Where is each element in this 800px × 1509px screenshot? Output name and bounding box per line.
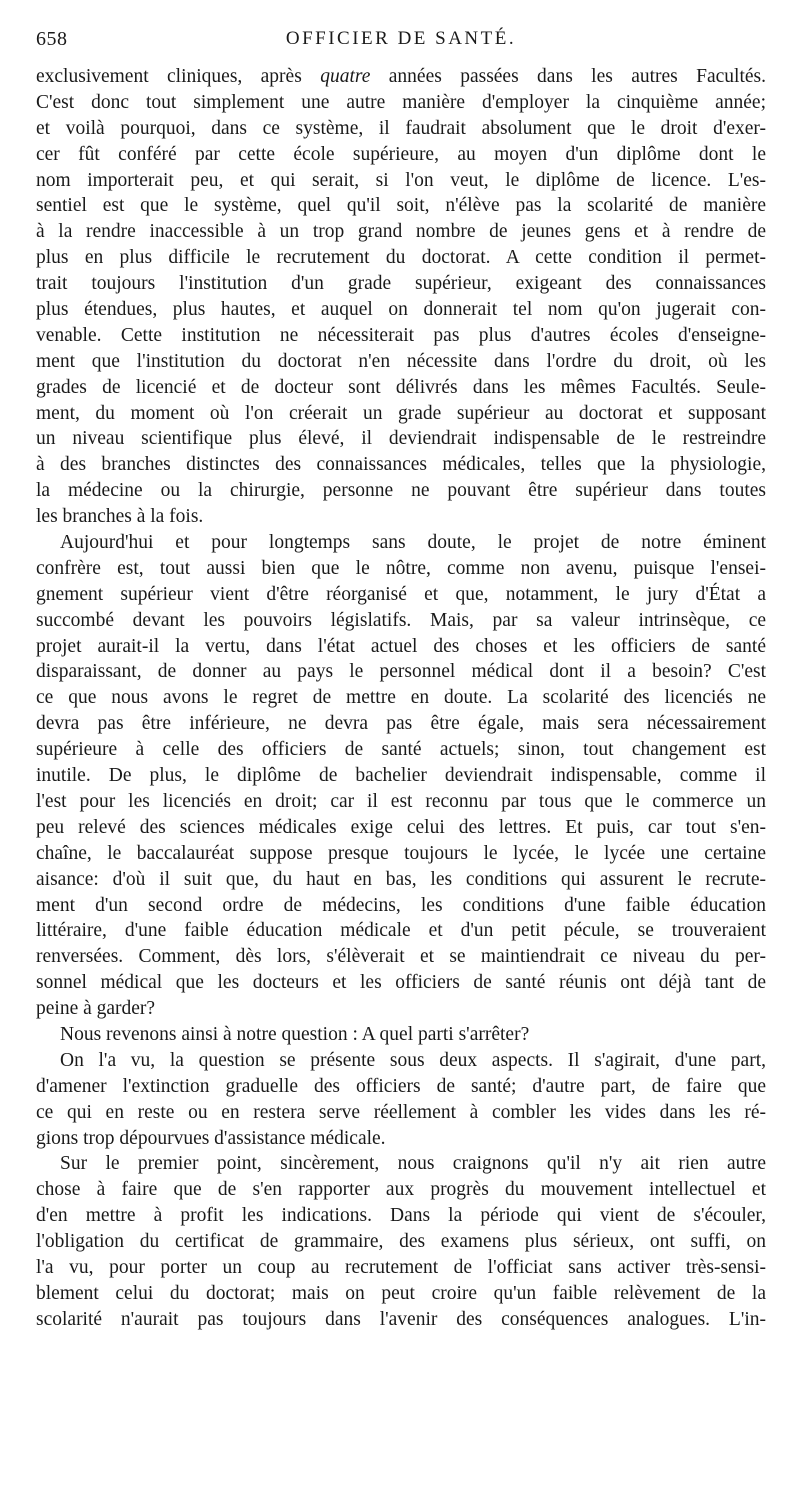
text-line: ce que nous avons le regret de mettre en doute. La scolarité des licenciés ne <box>36 687 766 709</box>
book-page <box>36 28 766 1333</box>
text-line: d'en mettre à profit les indications. Dans la période qui vient de s'écouler, <box>36 1205 766 1227</box>
paragraph <box>36 64 766 530</box>
text-line: gions trop dépourvues d'assistance médicale. <box>36 1127 386 1149</box>
text-line: ce qui en reste ou en restera serve réellement à combler les vides dans les ré- <box>36 1101 766 1123</box>
text-line: gnement supérieur vient d'être réorganisé et que, notamment, le jury d'État a <box>36 583 766 605</box>
text-fragment: exclusivement cliniques, après quatre années passées dans les autres Facultés. <box>36 66 766 87</box>
text-line: projet aurait-il la vertu, dans l'état actuel des choses et les officiers de santé <box>36 635 766 657</box>
text-line: Nous revenons ainsi à notre question : A quel parti s'arrêter? <box>60 1023 530 1045</box>
text-line: renversées. Comment, dès lors, s'élèverait et se maintiendrait ce niveau du per- <box>36 946 766 968</box>
text-line: l'obligation du certificat de grammaire, des examens plus sérieux, ont suffi, on <box>36 1231 766 1253</box>
paragraph <box>36 1048 766 1152</box>
text-line: chose à faire que de s'en rapporter aux progrès du mouvement intellectuel et <box>36 1179 766 1201</box>
text-line: Sur le premier point, sincèrement, nous craignons qu'il n'y ait rien autre <box>60 1153 766 1175</box>
text-line: succombé devant les pouvoirs législatifs. Mais, par sa valeur intrinsèque, ce <box>36 609 766 631</box>
text-line: d'amener l'extinction graduelle des officiers de santé; d'autre part, de faire que <box>36 1075 766 1097</box>
text-line: peu relevé des sciences médicales exige celui des lettres. Et puis, car tout s'en- <box>36 816 766 838</box>
text-line: blement celui du doctorat; mais on peut croire qu'un faible relèvement de la <box>36 1282 766 1304</box>
text-line: C'est donc tout simplement une autre manière d'employer la cinquième année; <box>36 91 766 113</box>
text-line: confrère est, tout aussi bien que le nôtre, comme non avenu, puisque l'ensei- <box>36 557 766 579</box>
text-line: ment d'un second ordre de médecins, les conditions d'une faible éducation <box>36 894 766 916</box>
text-line: disparaissant, de donner au pays le personnel médical dont il a besoin? C'est <box>36 661 766 683</box>
text-line: ment, du moment où l'on créerait un grade supérieur au doctorat et supposant <box>36 402 766 424</box>
text-line: trait toujours l'institution d'un grade supérieur, exigeant des connaissances <box>36 273 766 295</box>
body-text <box>36 64 766 1333</box>
text-line: inutile. De plus, le diplôme de bachelier deviendrait indispensable, comme il <box>36 765 766 787</box>
text-line: les branches à la fois. <box>36 506 204 528</box>
paragraph <box>36 1022 766 1048</box>
text-line: peine à garder? <box>36 998 156 1020</box>
text-line <box>36 64 766 90</box>
running-head <box>36 28 766 58</box>
text-line: cer fût conféré par cette école supérieure, au moyen d'un diplôme dont le <box>36 143 766 165</box>
text-line: à des branches distinctes des connaissances médicales, telles que la physiologie, <box>36 454 766 476</box>
text-line: et voilà pourquoi, dans ce système, il faudrait absolument que le droit d'exer- <box>36 117 766 139</box>
emphasis: quatre <box>320 66 371 87</box>
text-line: sentiel est que le système, quel qu'il soit, n'élève pas la scolarité de manière <box>36 195 766 217</box>
paragraph <box>36 530 766 1022</box>
text-line: Aujourd'hui et pour longtemps sans doute, le projet de notre éminent <box>60 532 766 554</box>
text-line: nom importerait peu, et qui serait, si l'on veut, le diplôme de licence. L'es- <box>36 169 766 191</box>
running-title: OFFICIER DE SANTÉ. <box>285 28 517 49</box>
text-line: plus étendues, plus hautes, et auquel on donnerait tel nom qu'on jugerait con- <box>36 299 766 321</box>
text-line: On l'a vu, la question se présente sous deux aspects. Il s'agirait, d'une part, <box>60 1049 766 1071</box>
text-line: la médecine ou la chirurgie, personne ne pouvant être supérieur dans toutes <box>36 480 766 502</box>
text-line: ment que l'institution du doctorat n'en nécessite dans l'ordre du droit, où les <box>36 350 766 372</box>
text-line: à la rendre inaccessible à un trop grand nombre de jeunes gens et à rendre de <box>36 221 766 243</box>
text-line: sonnel médical que les docteurs et les officiers de santé réunis ont déjà tant de <box>36 972 766 994</box>
text-line: l'est pour les licenciés en droit; car il est reconnu par tous que le commerce un <box>36 790 766 812</box>
text-line: scolarité n'aurait pas toujours dans l'avenir des conséquences analogues. L'in- <box>36 1308 766 1330</box>
text-line: un niveau scientifique plus élevé, il deviendrait indispensable de le restreindre <box>36 428 766 450</box>
text-line: aisance: d'où il suit que, du haut en bas, les conditions qui assurent le recrute- <box>36 868 766 890</box>
text-line: littéraire, d'une faible éducation médicale et d'un petit pécule, se trouveraient <box>36 920 766 942</box>
text-line: grades de licencié et de docteur sont délivrés dans les mêmes Facultés. Seule- <box>36 376 766 398</box>
text-line: l'a vu, pour porter un coup au recrutement de l'officiat sans activer très-sensi- <box>36 1256 766 1278</box>
text-line: devra pas être inférieure, ne devra pas être égale, mais sera nécessairement <box>36 713 766 735</box>
paragraph <box>36 1151 766 1332</box>
text-line: chaîne, le baccalauréat suppose presque toujours le lycée, le lycée une certaine <box>36 842 766 864</box>
text-line: plus en plus difficile le recrutement du doctorat. A cette condition il permet- <box>36 247 766 269</box>
text-line: supérieure à celle des officiers de santé actuels; sinon, tout changement est <box>36 739 766 761</box>
page-number: 658 <box>36 28 68 50</box>
text-line: venable. Cette institution ne nécessiterait pas plus d'autres écoles d'enseigne- <box>36 324 766 346</box>
